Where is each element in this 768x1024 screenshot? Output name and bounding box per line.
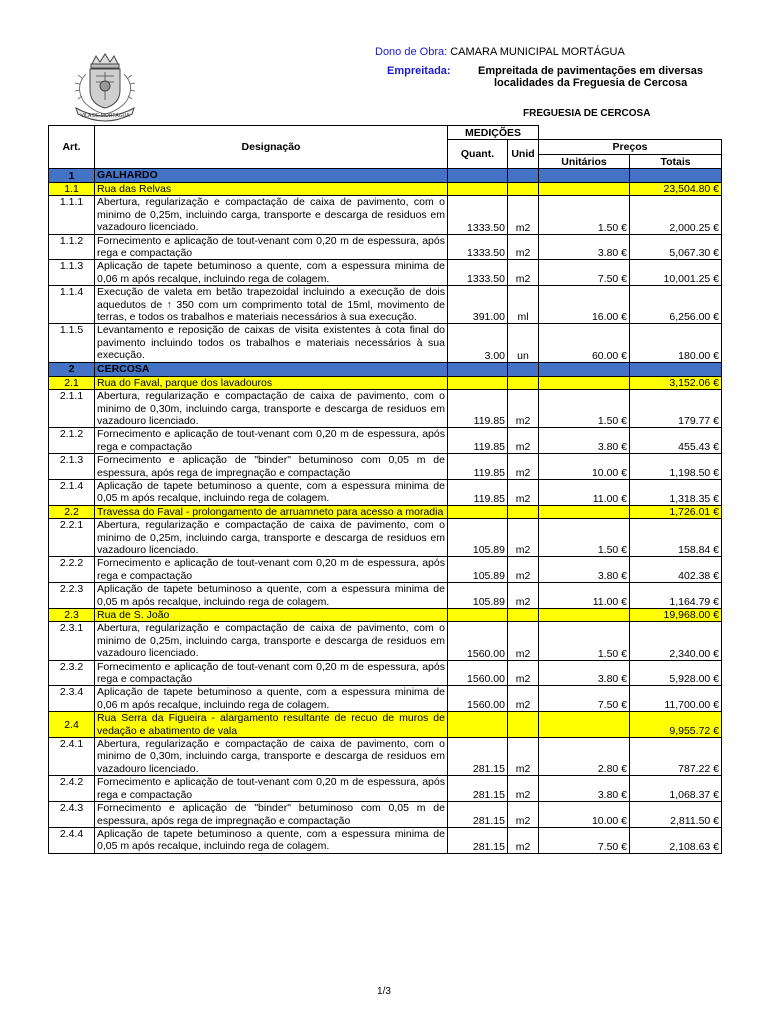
cell-unit: m2 — [508, 660, 539, 686]
col-header-totals: Totais — [630, 155, 722, 169]
cell-quantity: 281.15 — [448, 776, 508, 802]
cell-art: 2.3.2 — [49, 660, 95, 686]
bill-of-quantities-table — [48, 125, 722, 854]
cell-designation: Rua do Faval, parque dos lavadouros — [95, 376, 448, 389]
cell-designation: Rua de S. João — [95, 609, 448, 622]
cell-designation: Rua Serra da Figueira - alargamento resultante de recuo de muros de vedação e abatimento de vala — [95, 712, 448, 738]
cell-total: 1,726.01 € — [630, 505, 722, 518]
cell-unit: m2 — [508, 390, 539, 428]
table-row — [49, 776, 722, 802]
cell-art: 2.1.3 — [49, 454, 95, 480]
cell-quantity: 1333.50 — [448, 196, 508, 234]
cell-designation: Aplicação de tapete betuminoso a quente, com a espessura minima de 0,05 m após recalque, incluindo rega de colagem. — [95, 479, 448, 505]
cell-unit: m2 — [508, 557, 539, 583]
cell-art: 2.1.1 — [49, 390, 95, 428]
cell-total: 1,068.37 € — [630, 776, 722, 802]
cell-quantity: 119.85 — [448, 390, 508, 428]
cell-unit-price: 7.50 € — [539, 260, 630, 286]
cell-unit: m2 — [508, 196, 539, 234]
cell-total: 23,504.80 € — [630, 183, 722, 196]
cell-quantity: 1333.50 — [448, 234, 508, 260]
cell-art: 2.2.2 — [49, 557, 95, 583]
cell-art: 2.1.2 — [49, 428, 95, 454]
cell-art: 2.1 — [49, 376, 95, 389]
owner-value: CAMARA MUNICIPAL MORTÁGUA — [450, 46, 625, 58]
chapter-row — [49, 362, 722, 376]
cell-quantity: 119.85 — [448, 454, 508, 480]
cell-art: 1 — [49, 169, 95, 183]
cell-quantity: 391.00 — [448, 286, 508, 324]
subchapter-row — [49, 505, 722, 518]
cell-art: 2.2.3 — [49, 583, 95, 609]
svg-text:VILA DE MORTÁGUA: VILA DE MORTÁGUA — [80, 113, 130, 119]
col-header-qty: Quant. — [448, 140, 508, 169]
cell-total: 11,700.00 € — [630, 686, 722, 712]
cell-unit: m2 — [508, 686, 539, 712]
cell-quantity: 1560.00 — [448, 660, 508, 686]
cell-unit-price: 1.50 € — [539, 196, 630, 234]
cell-total — [630, 169, 722, 183]
cell-unit — [508, 376, 539, 389]
cell-unit-price: 10.00 € — [539, 802, 630, 828]
cell-unit-price — [539, 376, 630, 389]
cell-quantity: 119.85 — [448, 479, 508, 505]
cell-unit-price: 11.00 € — [539, 583, 630, 609]
cell-total: 5,067.30 € — [630, 234, 722, 260]
cell-art: 1.1.1 — [49, 196, 95, 234]
work-line-1: Empreitada de pavimentações em diversas — [478, 65, 703, 77]
cell-unit-price: 3.80 € — [539, 557, 630, 583]
cell-designation: Fornecimento e aplicação de tout-venant com 0,20 m de espessura, após rega e compactação — [95, 660, 448, 686]
cell-art: 2.4.2 — [49, 776, 95, 802]
owner-label: Dono de Obra: — [375, 46, 448, 58]
table-row — [49, 557, 722, 583]
cell-unit: m2 — [508, 827, 539, 853]
cell-art: 2.3 — [49, 609, 95, 622]
cell-unit: ml — [508, 286, 539, 324]
cell-designation: Fornecimento e aplicação de tout-venant com 0,20 m de espessura, após rega e compactação — [95, 776, 448, 802]
cell-designation: Aplicação de tapete betuminoso a quente, com a espessura minima de 0,06 m após recalque, incluindo rega de colagem. — [95, 260, 448, 286]
table-body — [49, 169, 722, 854]
cell-designation: Fornecimento e aplicação de "binder" betuminoso com 0,05 m de espessura, após rega de impregnação e compactação — [95, 454, 448, 480]
table-row — [49, 428, 722, 454]
chapter-row — [49, 169, 722, 183]
cell-designation: Aplicação de tapete betuminoso a quente, com a espessura minima de 0,05 m após recalque, incluindo rega de colagem. — [95, 827, 448, 853]
cell-unit: m2 — [508, 428, 539, 454]
cell-art: 2.4.4 — [49, 827, 95, 853]
cell-total: 180.00 € — [630, 324, 722, 362]
cell-unit-price: 11.00 € — [539, 479, 630, 505]
cell-unit-price: 16.00 € — [539, 286, 630, 324]
cell-total: 1,164.79 € — [630, 583, 722, 609]
cell-unit: m2 — [508, 583, 539, 609]
cell-quantity: 1560.00 — [448, 686, 508, 712]
cell-unit: un — [508, 324, 539, 362]
cell-unit-price: 7.50 € — [539, 827, 630, 853]
cell-unit-price: 10.00 € — [539, 454, 630, 480]
cell-total: 455.43 € — [630, 428, 722, 454]
subchapter-row — [49, 712, 722, 738]
cell-art: 2.1.4 — [49, 479, 95, 505]
col-header-prices: Preços — [539, 140, 722, 155]
cell-total: 402.38 € — [630, 557, 722, 583]
cell-unit: m2 — [508, 519, 539, 557]
cell-unit-price: 1.50 € — [539, 519, 630, 557]
cell-quantity: 1333.50 — [448, 260, 508, 286]
cell-designation: Execução de valeta em betão trapezoidal incluindo a execução de dois aquedutos de ↑ 350 com um comprimento total de 15ml, movimento de terras, e todos os trabalhos e materiais necessários à sua execução. — [95, 286, 448, 324]
cell-quantity: 281.15 — [448, 738, 508, 776]
cell-unit — [508, 505, 539, 518]
cell-designation: Fornecimento e aplicação de "binder" betuminoso com 0,05 m de espessura, após rega de impregnação e compactação — [95, 802, 448, 828]
cell-total: 2,108.63 € — [630, 827, 722, 853]
subchapter-row — [49, 609, 722, 622]
cell-art: 2.2 — [49, 505, 95, 518]
cell-quantity — [448, 505, 508, 518]
cell-art: 2.3.4 — [49, 686, 95, 712]
cell-unit-price: 1.50 € — [539, 622, 630, 660]
cell-unit-price: 1.50 € — [539, 390, 630, 428]
cell-art: 2.4 — [49, 712, 95, 738]
cell-art: 1.1.2 — [49, 234, 95, 260]
header-blank — [539, 126, 722, 140]
cell-unit-price — [539, 183, 630, 196]
cell-art: 2 — [49, 362, 95, 376]
cell-unit-price — [539, 505, 630, 518]
cell-unit: m2 — [508, 802, 539, 828]
cell-unit-price — [539, 362, 630, 376]
cell-designation: Aplicação de tapete betuminoso a quente, com a espessura minima de 0,05 m após recalque, incluindo rega de colagem. — [95, 583, 448, 609]
cell-total — [630, 362, 722, 376]
subchapter-row — [49, 376, 722, 389]
table-row — [49, 660, 722, 686]
cell-designation: Rua das Relvas — [95, 183, 448, 196]
cell-quantity: 105.89 — [448, 583, 508, 609]
cell-quantity — [448, 183, 508, 196]
table-row — [49, 479, 722, 505]
cell-designation: Travessa do Faval - prolongamento de arruamneto para acesso a moradia — [95, 505, 448, 518]
cell-unit: m2 — [508, 738, 539, 776]
cell-unit-price: 2.80 € — [539, 738, 630, 776]
col-header-unit: Unid — [508, 140, 539, 169]
cell-designation: CERCOSA — [95, 362, 448, 376]
cell-total: 10,001.25 € — [630, 260, 722, 286]
cell-designation: Abertura, regularização e compactação de caixa de pavimento, com o minimo de 0,30m, incluindo carga, transporte e descarga de residuos em vazadouro licenciado. — [95, 738, 448, 776]
cell-unit-price: 3.80 € — [539, 776, 630, 802]
col-header-measurements: MEDIÇÕES — [448, 126, 539, 140]
cell-total: 2,340.00 € — [630, 622, 722, 660]
cell-designation: Fornecimento e aplicação de tout-venant com 0,20 m de espessura, após rega e compactação — [95, 234, 448, 260]
page-number: 1/3 — [377, 986, 391, 997]
cell-unit: m2 — [508, 776, 539, 802]
cell-designation: Fornecimento e aplicação de tout-venant com 0,20 m de espessura, após rega e compactação — [95, 557, 448, 583]
cell-unit-price: 7.50 € — [539, 686, 630, 712]
cell-art: 2.2.1 — [49, 519, 95, 557]
cell-art: 1.1.3 — [49, 260, 95, 286]
table-row — [49, 196, 722, 234]
cell-quantity: 105.89 — [448, 519, 508, 557]
col-header-unit-prices: Unitários — [539, 155, 630, 169]
cell-total: 9,955.72 € — [630, 712, 722, 738]
cell-total: 2,000.25 € — [630, 196, 722, 234]
cell-art: 1.1 — [49, 183, 95, 196]
cell-unit — [508, 712, 539, 738]
cell-unit — [508, 609, 539, 622]
cell-unit-price: 60.00 € — [539, 324, 630, 362]
table-row — [49, 234, 722, 260]
cell-unit: m2 — [508, 234, 539, 260]
cell-unit-price: 3.80 € — [539, 660, 630, 686]
cell-total: 1,318.35 € — [630, 479, 722, 505]
cell-unit-price — [539, 712, 630, 738]
cell-total: 1,198.50 € — [630, 454, 722, 480]
table-row — [49, 802, 722, 828]
cell-total: 3,152.06 € — [630, 376, 722, 389]
cell-art: 2.4.1 — [49, 738, 95, 776]
cell-total: 19,968.00 € — [630, 609, 722, 622]
cell-designation: Abertura, regularização e compactação de caixa de pavimento, com o minimo de 0,25m, incluindo carga, transporte e descarga de residuos em vazadouro licenciado. — [95, 622, 448, 660]
cell-unit-price: 3.80 € — [539, 428, 630, 454]
cell-quantity — [448, 169, 508, 183]
cell-total: 158.84 € — [630, 519, 722, 557]
cell-art: 2.3.1 — [49, 622, 95, 660]
table-row — [49, 738, 722, 776]
table-row — [49, 622, 722, 660]
cell-designation: Fornecimento e aplicação de tout-venant com 0,20 m de espessura, após rega e compactação — [95, 428, 448, 454]
cell-unit: m2 — [508, 479, 539, 505]
cell-quantity: 105.89 — [448, 557, 508, 583]
cell-unit-price: 3.80 € — [539, 234, 630, 260]
table-row — [49, 686, 722, 712]
cell-quantity: 119.85 — [448, 428, 508, 454]
col-header-art: Art. — [49, 126, 95, 169]
cell-quantity — [448, 376, 508, 389]
table-row — [49, 286, 722, 324]
table-row — [49, 519, 722, 557]
cell-designation: Levantamento e reposição de caixas de visita existentes à cota final do pavimento incluindo todos os trabalhos e materiais necessários à sua execução. — [95, 324, 448, 362]
cell-designation: Abertura, regularização e compactação de caixa de pavimento, com o minimo de 0,25m, incluindo carga, transporte e descarga de residuos em vazadouro licenciado. — [95, 519, 448, 557]
cell-art: 2.4.3 — [49, 802, 95, 828]
cell-unit — [508, 362, 539, 376]
table-row — [49, 390, 722, 428]
table-row — [49, 260, 722, 286]
cell-unit: m2 — [508, 260, 539, 286]
work-label: Empreitada: — [387, 65, 451, 77]
cell-art: 1.1.4 — [49, 286, 95, 324]
cell-quantity: 281.15 — [448, 802, 508, 828]
cell-quantity: 3.00 — [448, 324, 508, 362]
table-row — [49, 827, 722, 853]
col-header-designation: Designação — [95, 126, 448, 169]
municipal-crest-logo — [66, 52, 144, 122]
cell-quantity — [448, 362, 508, 376]
cell-total: 787.22 € — [630, 738, 722, 776]
cell-unit: m2 — [508, 622, 539, 660]
cell-designation: Abertura, regularização e compactação de caixa de pavimento, com o minimo de 0,25m, incluindo carga, transporte e descarga de residuos em vazadouro licenciado. — [95, 196, 448, 234]
cell-quantity — [448, 609, 508, 622]
cell-unit — [508, 183, 539, 196]
table-row — [49, 583, 722, 609]
cell-unit-price — [539, 169, 630, 183]
cell-total: 5,928.00 € — [630, 660, 722, 686]
owner-line — [375, 46, 625, 58]
cell-art: 1.1.5 — [49, 324, 95, 362]
cell-quantity — [448, 712, 508, 738]
table-row — [49, 324, 722, 362]
parish-title: FREGUESIA DE CERCOSA — [523, 108, 651, 119]
cell-unit-price — [539, 609, 630, 622]
subchapter-row — [49, 183, 722, 196]
table-row — [49, 454, 722, 480]
cell-unit — [508, 169, 539, 183]
cell-unit: m2 — [508, 454, 539, 480]
work-line-2: localidades da Freguesia de Cercosa — [494, 77, 688, 89]
cell-total: 2,811.50 € — [630, 802, 722, 828]
cell-designation: Aplicação de tapete betuminoso a quente, com a espessura minima de 0,06 m após recalque, incluindo rega de colagem. — [95, 686, 448, 712]
cell-quantity: 281.15 — [448, 827, 508, 853]
cell-total: 179.77 € — [630, 390, 722, 428]
cell-quantity: 1560.00 — [448, 622, 508, 660]
cell-designation: Abertura, regularização e compactação de caixa de pavimento, com o minimo de 0,30m, incluindo carga, transporte e descarga de residuos em vazadouro licenciado. — [95, 390, 448, 428]
cell-designation: GALHARDO — [95, 169, 448, 183]
cell-total: 6,256.00 € — [630, 286, 722, 324]
